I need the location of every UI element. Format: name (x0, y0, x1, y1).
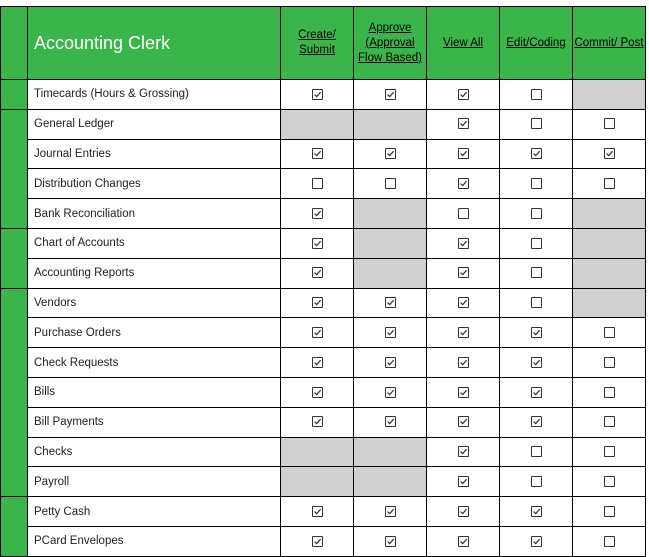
permission-cell-edit-coding (500, 377, 573, 407)
checkbox-unchecked[interactable] (531, 446, 542, 457)
checkbox-checked[interactable] (385, 148, 396, 159)
permission-cell-commit-post (573, 497, 646, 527)
permission-cell-commit-post (573, 109, 646, 139)
permission-cell-edit-coding (500, 318, 573, 348)
table-row (1, 169, 646, 199)
permission-cell-edit-coding (500, 467, 573, 497)
table-row (1, 407, 646, 437)
permission-cell-approve (354, 80, 427, 110)
column-header-view-all[interactable]: View All (427, 7, 500, 80)
checkmark-icon (313, 417, 322, 426)
permission-cell-create-submit (281, 377, 354, 407)
row-label: Accounting Reports (28, 258, 281, 288)
permission-cell-edit-coding (500, 199, 573, 229)
checkmark-icon (605, 149, 614, 158)
checkbox-checked[interactable] (385, 416, 396, 427)
checkbox-unchecked[interactable] (604, 476, 615, 487)
checkbox-checked[interactable] (312, 148, 323, 159)
permission-cell-create-submit (281, 288, 354, 318)
checkmark-icon (313, 149, 322, 158)
permission-cell-view-all (427, 407, 500, 437)
checkbox-checked[interactable] (458, 297, 469, 308)
checkbox-unchecked[interactable] (531, 476, 542, 487)
checkbox-checked[interactable] (312, 536, 323, 547)
checkmark-icon (459, 537, 468, 546)
checkmark-icon (386, 507, 395, 516)
checkmark-icon (459, 358, 468, 367)
permission-cell-create-submit (281, 228, 354, 258)
checkbox-unchecked[interactable] (604, 357, 615, 368)
group-band (1, 497, 28, 557)
table-row (1, 199, 646, 229)
table-row (1, 497, 646, 527)
permission-cell-create-submit (281, 526, 354, 556)
row-label: Chart of Accounts (28, 228, 281, 258)
row-label: Checks (28, 437, 281, 467)
permission-cell-approve (354, 407, 427, 437)
row-label: Purchase Orders (28, 318, 281, 348)
checkbox-unchecked[interactable] (312, 178, 323, 189)
checkbox-checked[interactable] (458, 327, 469, 338)
permission-cell-edit-coding (500, 258, 573, 288)
permission-cell-view-all (427, 199, 500, 229)
checkmark-icon (459, 507, 468, 516)
checkbox-unchecked[interactable] (531, 118, 542, 129)
table-row (1, 318, 646, 348)
permission-cell-view-all (427, 318, 500, 348)
permission-cell-create-submit (281, 169, 354, 199)
checkbox-checked[interactable] (312, 357, 323, 368)
permission-cell-create-submit (281, 199, 354, 229)
row-label: Petty Cash (28, 497, 281, 527)
checkmark-icon (459, 179, 468, 188)
permission-cell-create-submit (281, 497, 354, 527)
checkmark-icon (386, 417, 395, 426)
permission-cell-commit-post (573, 526, 646, 556)
checkmark-icon (313, 388, 322, 397)
checkmark-icon (386, 149, 395, 158)
permission-cell-view-all (427, 288, 500, 318)
header-row (1, 7, 646, 80)
permission-cell-edit-coding (500, 497, 573, 527)
permission-cell-commit-post (573, 318, 646, 348)
checkmark-icon (459, 149, 468, 158)
checkmark-icon (386, 388, 395, 397)
not-applicable-cell (354, 467, 427, 497)
checkbox-unchecked[interactable] (531, 238, 542, 249)
permission-cell-edit-coding (500, 437, 573, 467)
checkmark-icon (386, 298, 395, 307)
checkbox-checked[interactable] (531, 327, 542, 338)
checkbox-unchecked[interactable] (385, 178, 396, 189)
checkbox-checked[interactable] (385, 387, 396, 398)
permission-cell-view-all (427, 377, 500, 407)
group-band (1, 288, 28, 497)
permission-cell-view-all (427, 139, 500, 169)
permission-cell-edit-coding (500, 526, 573, 556)
checkbox-checked[interactable] (458, 416, 469, 427)
permission-cell-edit-coding (500, 139, 573, 169)
permission-cell-view-all (427, 169, 500, 199)
permission-cell-approve (354, 526, 427, 556)
checkmark-icon (459, 239, 468, 248)
checkbox-checked[interactable] (458, 357, 469, 368)
permission-cell-create-submit (281, 139, 354, 169)
permission-cell-create-submit (281, 318, 354, 348)
checkbox-checked[interactable] (385, 89, 396, 100)
permission-cell-approve (354, 318, 427, 348)
checkbox-checked[interactable] (385, 357, 396, 368)
not-applicable-cell (354, 258, 427, 288)
checkbox-checked[interactable] (531, 387, 542, 398)
checkmark-icon (459, 119, 468, 128)
checkmark-icon (386, 358, 395, 367)
checkbox-checked[interactable] (312, 327, 323, 338)
checkbox-unchecked[interactable] (458, 208, 469, 219)
permission-cell-commit-post (573, 437, 646, 467)
checkbox-unchecked[interactable] (531, 297, 542, 308)
checkbox-checked[interactable] (458, 118, 469, 129)
not-applicable-cell (573, 258, 646, 288)
checkbox-unchecked[interactable] (604, 387, 615, 398)
checkbox-checked[interactable] (312, 416, 323, 427)
permission-cell-edit-coding (500, 348, 573, 378)
checkmark-icon (532, 388, 541, 397)
permission-cell-commit-post (573, 139, 646, 169)
permission-cell-commit-post (573, 467, 646, 497)
permission-cell-approve (354, 377, 427, 407)
row-label: Vendors (28, 288, 281, 318)
checkbox-checked[interactable] (385, 536, 396, 547)
permission-cell-view-all (427, 109, 500, 139)
checkbox-unchecked[interactable] (604, 118, 615, 129)
checkbox-checked[interactable] (531, 506, 542, 517)
column-header-commit-post[interactable]: Commit/ Post (573, 7, 646, 80)
checkbox-unchecked[interactable] (604, 178, 615, 189)
permission-cell-approve (354, 348, 427, 378)
table-row (1, 109, 646, 139)
permission-cell-commit-post (573, 169, 646, 199)
table-row (1, 139, 646, 169)
checkbox-checked[interactable] (531, 357, 542, 368)
permission-cell-view-all (427, 258, 500, 288)
not-applicable-cell (281, 467, 354, 497)
row-label: Bank Reconciliation (28, 199, 281, 229)
not-applicable-cell (354, 199, 427, 229)
checkmark-icon (532, 328, 541, 337)
not-applicable-cell (573, 80, 646, 110)
checkbox-checked[interactable] (604, 148, 615, 159)
checkbox-checked[interactable] (531, 148, 542, 159)
permission-cell-view-all (427, 467, 500, 497)
checkmark-icon (313, 90, 322, 99)
permission-cell-view-all (427, 348, 500, 378)
checkbox-unchecked[interactable] (604, 446, 615, 457)
not-applicable-cell (573, 199, 646, 229)
checkbox-checked[interactable] (312, 238, 323, 249)
checkmark-icon (459, 388, 468, 397)
table-row (1, 80, 646, 110)
row-label: Distribution Changes (28, 169, 281, 199)
permission-cell-approve (354, 288, 427, 318)
not-applicable-cell (281, 109, 354, 139)
checkbox-unchecked[interactable] (604, 416, 615, 427)
permission-cell-create-submit (281, 407, 354, 437)
group-band (1, 80, 28, 110)
checkbox-checked[interactable] (312, 297, 323, 308)
not-applicable-cell (354, 109, 427, 139)
not-applicable-cell (354, 437, 427, 467)
table-row (1, 526, 646, 556)
checkmark-icon (459, 447, 468, 456)
checkmark-icon (313, 507, 322, 516)
permission-cell-commit-post (573, 348, 646, 378)
not-applicable-cell (354, 228, 427, 258)
checkbox-checked[interactable] (531, 536, 542, 547)
table-row (1, 258, 646, 288)
group-band (1, 109, 28, 228)
checkmark-icon (532, 507, 541, 516)
checkbox-checked[interactable] (312, 387, 323, 398)
checkbox-checked[interactable] (458, 536, 469, 547)
permissions-table (0, 6, 646, 557)
checkbox-checked[interactable] (385, 297, 396, 308)
permission-cell-view-all (427, 437, 500, 467)
checkbox-checked[interactable] (458, 89, 469, 100)
checkbox-checked[interactable] (531, 416, 542, 427)
checkbox-unchecked[interactable] (604, 536, 615, 547)
row-label: General Ledger (28, 109, 281, 139)
checkbox-checked[interactable] (458, 148, 469, 159)
checkbox-checked[interactable] (458, 446, 469, 457)
checkbox-unchecked[interactable] (604, 327, 615, 338)
table-row (1, 288, 646, 318)
checkmark-icon (313, 268, 322, 277)
column-header-approve[interactable]: Approve (Approval Flow Based) (354, 7, 427, 80)
row-label: Payroll (28, 467, 281, 497)
permission-cell-edit-coding (500, 109, 573, 139)
checkmark-icon (532, 149, 541, 158)
permission-cell-view-all (427, 80, 500, 110)
checkmark-icon (313, 358, 322, 367)
checkmark-icon (386, 90, 395, 99)
checkbox-unchecked[interactable] (604, 506, 615, 517)
table-row (1, 348, 646, 378)
permission-cell-commit-post (573, 407, 646, 437)
permission-cell-approve (354, 169, 427, 199)
row-label: Bill Payments (28, 407, 281, 437)
row-label: Bills (28, 377, 281, 407)
group-band (1, 228, 28, 288)
checkbox-checked[interactable] (312, 208, 323, 219)
checkbox-checked[interactable] (385, 327, 396, 338)
checkbox-checked[interactable] (312, 267, 323, 278)
checkmark-icon (313, 537, 322, 546)
checkbox-checked[interactable] (458, 506, 469, 517)
not-applicable-cell (573, 228, 646, 258)
permission-cell-edit-coding (500, 228, 573, 258)
checkmark-icon (459, 477, 468, 486)
row-label: Journal Entries (28, 139, 281, 169)
not-applicable-cell (573, 288, 646, 318)
table-row (1, 467, 646, 497)
checkmark-icon (532, 537, 541, 546)
checkbox-checked[interactable] (312, 506, 323, 517)
permission-cell-view-all (427, 526, 500, 556)
table-row (1, 437, 646, 467)
checkbox-checked[interactable] (458, 238, 469, 249)
checkmark-icon (313, 239, 322, 248)
permission-cell-edit-coding (500, 407, 573, 437)
checkmark-icon (313, 298, 322, 307)
table-row (1, 228, 646, 258)
checkmark-icon (313, 209, 322, 218)
checkbox-unchecked[interactable] (531, 208, 542, 219)
permission-cell-create-submit (281, 258, 354, 288)
checkmark-icon (459, 268, 468, 277)
permission-cell-edit-coding (500, 169, 573, 199)
permission-cell-view-all (427, 228, 500, 258)
row-label: PCard Envelopes (28, 526, 281, 556)
checkmark-icon (459, 417, 468, 426)
column-header-create-submit[interactable]: Create/ Submit (281, 7, 354, 80)
checkbox-checked[interactable] (312, 89, 323, 100)
checkbox-checked[interactable] (458, 267, 469, 278)
checkbox-checked[interactable] (385, 506, 396, 517)
checkbox-unchecked[interactable] (531, 178, 542, 189)
checkmark-icon (459, 90, 468, 99)
permission-cell-view-all (427, 497, 500, 527)
checkbox-unchecked[interactable] (531, 267, 542, 278)
permissions-body (1, 80, 646, 557)
permission-cell-create-submit (281, 80, 354, 110)
permission-cell-edit-coding (500, 288, 573, 318)
checkmark-icon (386, 328, 395, 337)
column-header-edit-coding[interactable]: Edit/Coding (500, 7, 573, 80)
checkmark-icon (532, 358, 541, 367)
checkmark-icon (459, 328, 468, 337)
checkmark-icon (386, 537, 395, 546)
checkbox-checked[interactable] (458, 476, 469, 487)
permission-cell-approve (354, 139, 427, 169)
permission-cell-commit-post (573, 377, 646, 407)
checkmark-icon (313, 328, 322, 337)
page-title: Accounting Clerk (28, 7, 281, 80)
not-applicable-cell (281, 437, 354, 467)
table-row (1, 377, 646, 407)
checkmark-icon (532, 417, 541, 426)
row-label: Timecards (Hours & Grossing) (28, 80, 281, 110)
permission-cell-create-submit (281, 348, 354, 378)
checkmark-icon (459, 298, 468, 307)
checkbox-checked[interactable] (458, 387, 469, 398)
checkbox-checked[interactable] (458, 178, 469, 189)
checkbox-unchecked[interactable] (531, 89, 542, 100)
permission-cell-edit-coding (500, 80, 573, 110)
permission-cell-approve (354, 497, 427, 527)
header-band (1, 7, 28, 80)
row-label: Check Requests (28, 348, 281, 378)
